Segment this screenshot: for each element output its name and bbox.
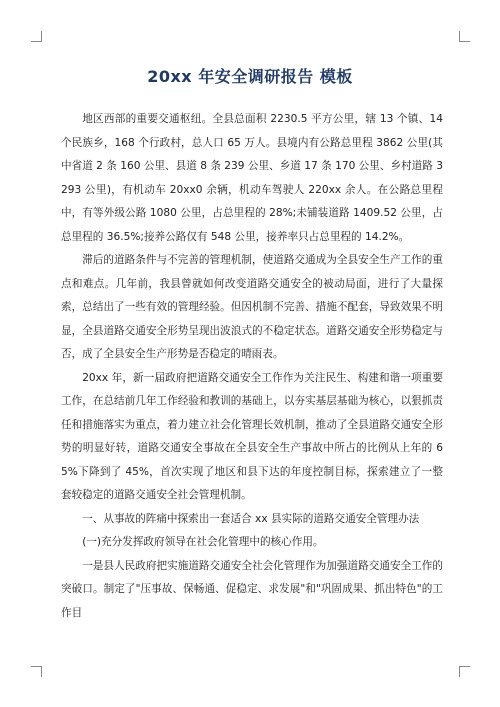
paragraph-results: 20xx 年，新一届政府把道路交通安全工作作为关注民生、构建和谐一项重要工作，在总结前几年工作经验和教训的基础上，以夯实基层基础为核心，以狠抓责任和措施落实为重点，着力建立社会化管理长效机制，推动了全县道路交通安全形势的明显好转，道路交通安全事故在全县安全生产事故中所占的比例从上年的 65%下降到了 45%，首次实现了地区和县下达的年度控制目标，探索建立了一整套较稳定的道路交通安全社会管理机制。	[61, 371, 443, 501]
paragraph-background: 滞后的道路条件与不完善的管理机制，使道路交通成为全县安全生产工作的重点和难点。几年前，我县曾就如何改变道路交通安全的被动局面，进行了大量探索，总结出了一些有效的管理经验。但因机制不完善、措施不配套，导致效果不明显，全县道路交通安全形势呈现出波浪式的不稳定状态。道路交通安全形势稳定与否，成了全县安全生产形势是否稳定的晴雨表。	[61, 254, 443, 360]
document-title: 20xx 年安全调研报告 模板	[147, 67, 353, 86]
crop-mark-top-left	[31, 31, 42, 42]
crop-mark-bottom-right	[459, 666, 470, 677]
document-body	[61, 108, 443, 625]
crop-mark-bottom-left	[31, 666, 42, 677]
section-heading-1: 一、从事故的阵痛中探索出一套适合 xx 县实际的道路交通安全管理办法	[82, 512, 420, 525]
crop-mark-top-right	[459, 31, 470, 42]
paragraph-intro: 地区西部的重要交通枢纽。全县总面积 2230.5 平方公里，辖 13 个镇、14 个民族乡，168 个行政村，总人口 65 万人。县境内有公路总里程 3862 公里(其中省道 2 条 160 公里、县道 8 条 239 公里、乡道 17 条 170 公里、乡村道路 3293 公里)，有机动车 20xx0 余辆，机动车驾驶人 220xx 余人。在公路总里程中，有等外级公路 1080 公里，占总里程的 28%;未铺装道路 1409.52 公里，占总里程的 36.5%;接养公路仅有 548 公里，接养率只占总里程的 14.2%。	[61, 113, 443, 243]
subsection-heading-1: (一)充分发挥政府领导在社会化管理中的核心作用。	[82, 536, 324, 548]
paragraph-measures: 一是县人民政府把实施道路交通安全社会化管理作为加强道路交通安全工作的突破口。制定了"压事故、保畅通、促稳定、求发展"和"巩固成果、抓出特色"的工作目	[61, 559, 443, 619]
